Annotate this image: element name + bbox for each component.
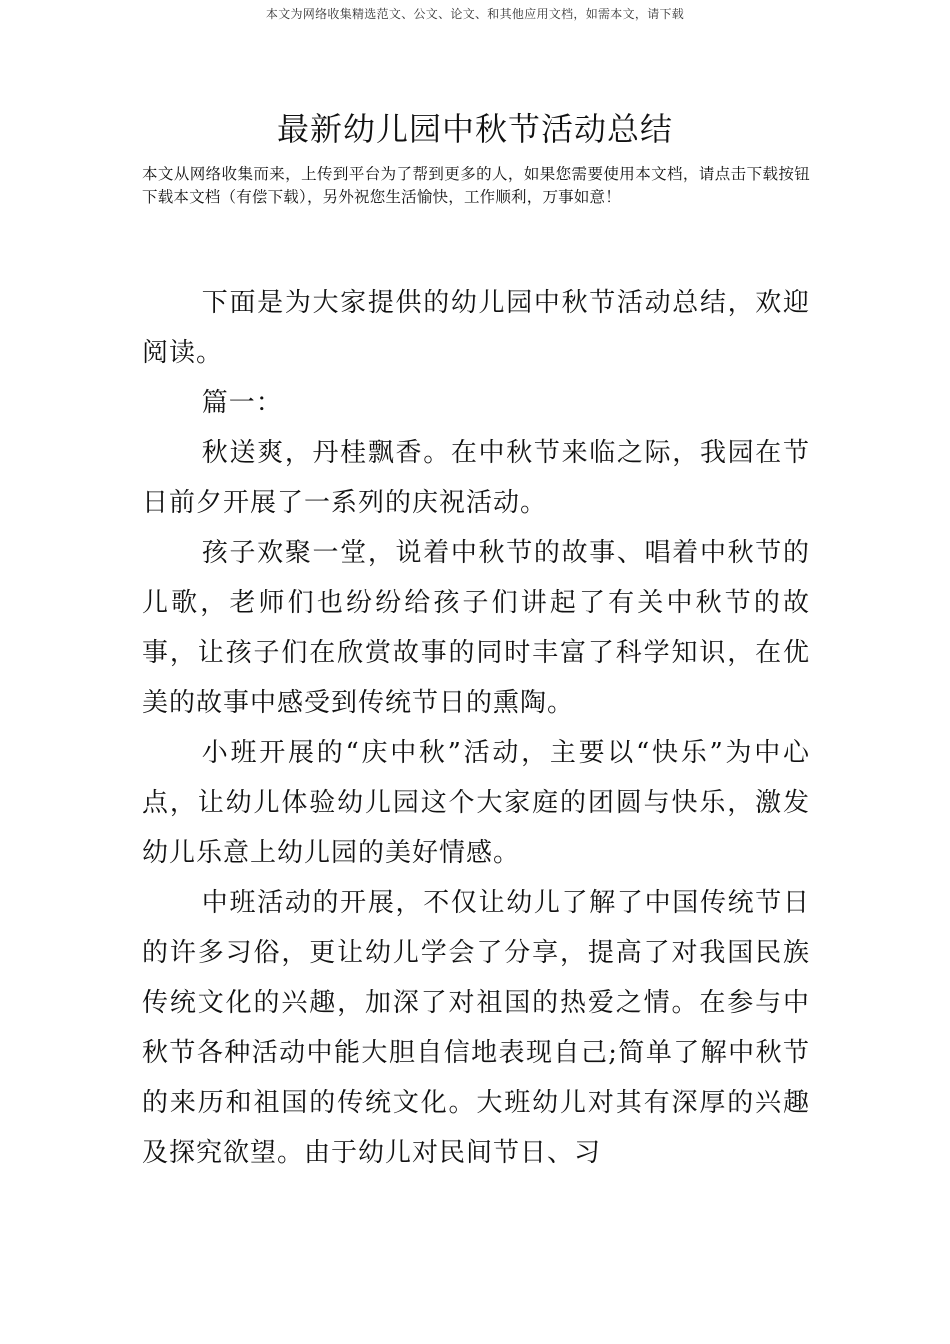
document-title: 最新幼儿园中秋节活动总结 xyxy=(276,110,673,148)
section-heading: 篇一： xyxy=(201,388,283,418)
body-paragraph: 小班开展的“庆中秋”活动，主要以“快乐”为中心点，让幼儿体验幼儿园这个大家庭的团圆与快乐，激发幼儿乐意上幼儿园的美好情感。 xyxy=(142,738,810,868)
body-paragraph: 孩子欢聚一堂，说着中秋节的故事、唱着中秋节的儿歌，老师们也纷纷给孩子们讲起了有关中秋节的故事，让孩子们在欣赏故事的同时丰富了科学知识，在优美的故事中感受到传统节日的熏陶。 xyxy=(142,538,810,718)
intro-paragraph: 下面是为大家提供的幼儿园中秋节活动总结，欢迎阅读。 xyxy=(142,288,810,368)
body-paragraph: 中班活动的开展，不仅让幼儿了解了中国传统节日的许多习俗，更让幼儿学会了分享，提高了对我国民族传统文化的兴趣，加深了对祖国的热爱之情。在参与中秋节各种活动中能大胆自信地表现自己;简单了解中秋节的来历和祖国的传统文化。大班幼儿对其有深厚的兴趣及探究欲望。由于幼儿对民间节日、习 xyxy=(142,888,810,1168)
disclaimer-text: 本文从网络收集而来，上传到平台为了帮到更多的人，如果您需要使用本文档，请点击下载按钮下载本文档（有偿下载），另外祝您生活愉快，工作顺利，万事如意！ xyxy=(142,165,810,206)
body-paragraph: 秋送爽，丹桂飘香。在中秋节来临之际，我园在节日前夕开展了一系列的庆祝活动。 xyxy=(142,438,810,518)
header-note: 本文为网络收集精选范文、公文、论文、和其他应用文档，如需本文，请下载 xyxy=(265,7,685,21)
document-body xyxy=(142,278,810,1178)
